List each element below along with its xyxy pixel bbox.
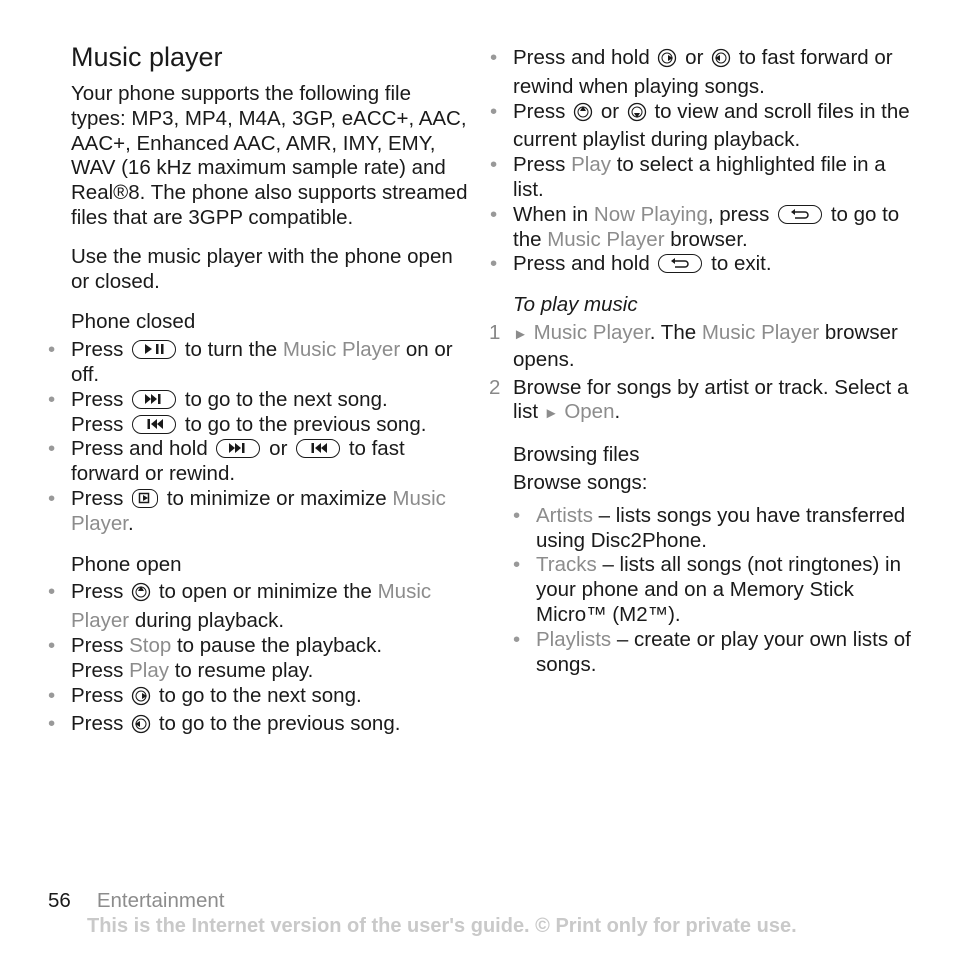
play-music-steps: [489, 320, 913, 427]
music-player-link: Music Player: [533, 320, 650, 344]
next-track-key-icon: [132, 390, 176, 409]
browsing-list: [536, 504, 913, 678]
music-player-link: Music Player: [701, 320, 820, 344]
nav-up-icon: [573, 102, 593, 129]
list-item: • Playlists – create or play your own lists of songs.: [536, 628, 913, 678]
music-player-link: Music Player: [282, 338, 401, 362]
navigation-list: [513, 46, 913, 277]
browsing-heading: Browsing files: [513, 443, 640, 467]
section-name: Entertainment: [96, 889, 225, 912]
right-column: [489, 46, 913, 677]
arrow-icon: ►: [513, 325, 528, 343]
minimize-key-icon: [132, 489, 158, 508]
phone-closed-heading: Phone closed: [71, 310, 196, 334]
next-track-key-icon: [216, 439, 260, 458]
list-item: • Press to go to the next song. Press to go to the previous song.: [71, 388, 471, 438]
nav-left-icon: [131, 714, 151, 741]
step-number: 1: [489, 320, 501, 344]
list-item: • When in Now Playing, press to go to the Music Player browser.: [513, 203, 913, 253]
usage-paragraph: Use the music player with the phone open or closed.: [71, 244, 453, 293]
list-item: • Press to minimize or maximize Music Player.: [71, 487, 471, 537]
list-item: • Press to turn the Music Player on or off.: [71, 338, 471, 388]
list-item: • Press to go to the next song.: [71, 684, 471, 713]
browsing-intro: Browse songs:: [513, 470, 648, 494]
nav-right-icon: [657, 48, 677, 75]
phone-open-heading: Phone open: [71, 552, 182, 576]
left-column: [71, 40, 471, 741]
phone-open-list: [71, 580, 471, 741]
now-playing-link: Now Playing: [593, 202, 708, 226]
list-item: • Press and hold to exit.: [513, 252, 913, 277]
tracks-link: Tracks: [536, 553, 597, 577]
open-softkey: Open: [564, 400, 615, 424]
list-item: • Press to open or minimize the Music Player during playback.: [71, 580, 471, 634]
list-item: • Press Play to select a highlighted file in a list.: [513, 153, 913, 203]
back-key-icon: [778, 205, 822, 224]
nav-up-icon: [131, 582, 151, 609]
previous-track-key-icon: [132, 415, 176, 434]
previous-track-key-icon: [296, 439, 340, 458]
internet-version-notice: This is the Internet version of the user's guide. © Print only for private use.: [87, 915, 797, 937]
step-number: 2: [489, 375, 501, 399]
list-item: • Press and hold or to fast forward or rewind.: [71, 437, 471, 487]
music-player-link: Music Player: [71, 486, 446, 535]
music-player-link: Music Player: [71, 580, 432, 633]
nav-right-icon: [131, 686, 151, 713]
back-key-icon: [658, 254, 702, 273]
page-title: Music player: [71, 42, 223, 72]
list-item: • Artists – lists songs you have transferred using Disc2Phone.: [536, 504, 913, 554]
phone-closed-list: [71, 338, 471, 536]
list-item: • Press to go to the previous song.: [71, 712, 471, 741]
play-pause-key-icon: [132, 340, 176, 359]
nav-left-icon: [711, 48, 731, 75]
playlists-link: Playlists: [536, 627, 612, 651]
arrow-icon: ►: [543, 405, 559, 423]
music-player-link: Music Player: [547, 227, 665, 251]
list-item: 2 Browse for songs by artist or track. Select a list ► Open.: [489, 375, 909, 424]
page-footer: [48, 889, 224, 913]
list-item: • Press and hold or to fast forward or rewind when playing songs.: [513, 46, 913, 100]
play-softkey: Play: [571, 153, 611, 177]
artists-link: Artists: [536, 503, 593, 527]
intro-paragraph: Your phone supports the following file types: MP3, MP4, M4A, 3GP, eACC+, AAC, AAC+, Enhanced AAC, AMR, IMY, EMY, WAV (16 kHz maximum sample rate) and Real®8. The phone also supports streamed files that are 3GPP compatible.: [71, 82, 468, 229]
play-music-heading: To play music: [513, 293, 638, 317]
list-item: • Press Stop to pause the playback. Press Play to resume play.: [71, 634, 471, 684]
list-item: • Tracks – lists all songs (not ringtones) in your phone and on a Memory Stick Micro™ (M2™).: [536, 553, 913, 627]
play-softkey: Play: [129, 658, 169, 682]
stop-softkey: Stop: [129, 633, 172, 657]
page-number: 56: [48, 889, 71, 912]
list-item: 1 ► Music Player. The Music Player browser opens.: [489, 320, 898, 371]
nav-down-icon: [627, 102, 647, 129]
list-item: • Press or to view and scroll files in the current playlist during playback.: [513, 100, 913, 154]
